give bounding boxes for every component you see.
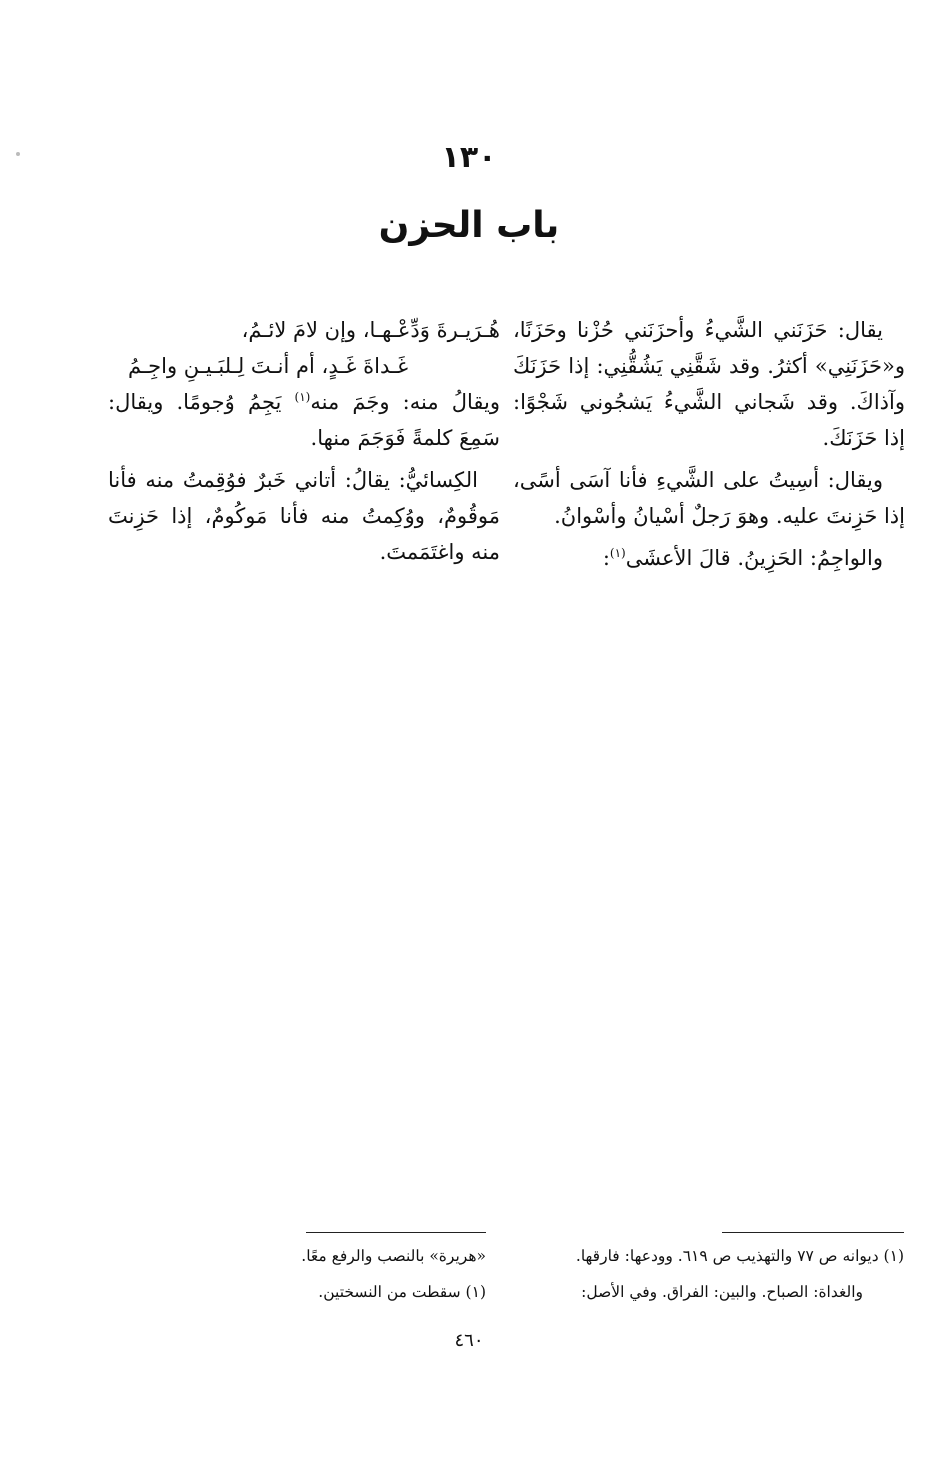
paragraph-with-citation — [513, 540, 905, 576]
paragraph-text-end: يَجِمُ وُجومًا. ويقال: سَمِعَ كلمةً فَوَجَمَ منها. — [108, 390, 500, 450]
text-column-left — [108, 312, 500, 576]
footnote-right-line-1: (١) ديوانه ص ٧٧ والتهذيب ص ٦١٩. وودعها: فارقها. — [575, 1247, 904, 1265]
verse-hemistich-first: هُـرَيـرةَ وَدِّعْـهـا، وإن لامَ لائـمُ، — [241, 318, 500, 342]
page-number: ٤٦٠ — [454, 1330, 484, 1351]
footnote-left-line-1: «هريرة» بالنصب والرفع معًا. — [301, 1247, 486, 1265]
footnote-rule-left — [306, 1232, 486, 1233]
paragraph-text: ويقالُ منه: وجَمَ منه — [310, 390, 500, 414]
text-column-right — [513, 312, 905, 582]
footnote-marker: (١) — [609, 546, 626, 560]
poem-verse — [108, 312, 500, 384]
paragraph-text-end: : — [602, 546, 610, 570]
paragraph-text: والواجِمُ: الحَزِينُ. قالَ الأعشَى — [625, 546, 883, 570]
footnote-right-line-2: والغداة: الصباح. والبين: الفراق. وفي الأصل: — [581, 1283, 863, 1301]
chapter-title: باب الحزن — [378, 205, 560, 246]
paragraph: ويقال: أسِيتُ على الشَّيءِ فأنا آسَى أسًى، إذا حَزِنتَ عليه. وهوَ رَجلٌ أسْيانُ وأسْوانُ. — [513, 468, 905, 528]
footnote-rule-right — [722, 1232, 904, 1233]
verse-hemistich-second: غَـداةَ غَـدٍ، أم أنـتَ لِـلبَـيـنِ واجِـمُ — [128, 354, 409, 378]
paragraph: يقال: حَزَنَني الشَّيءُ وأحزَنَني حُزْنا وحَزَنًا، و«حَزَنَنِي» أكثرُ. وقد شَقَّنِي يَشُقُّنِي: إذا حَزَنَكَ وآذاكَ. وقد شَجاني الشَّيءُ يَشجُوني شَجْوًا: إذا حَزَنَكَ. — [513, 318, 905, 450]
chapter-number: ١٣٠ — [441, 140, 497, 175]
paragraph-with-citation — [108, 384, 500, 456]
paragraph: الكِسائيُّ: يقالُ: أتاني خَبرٌ فوُقِمتُ منه فأنا مَوقُومٌ، ووُكِمتُ منه فأنا مَوكُومٌ، إذا حَزِنتَ منه واغتَمَمتَ. — [108, 468, 500, 564]
footnote-left-line-2: (١) سقطت من النسختين. — [318, 1283, 486, 1301]
footnote-marker: (١) — [294, 390, 311, 404]
